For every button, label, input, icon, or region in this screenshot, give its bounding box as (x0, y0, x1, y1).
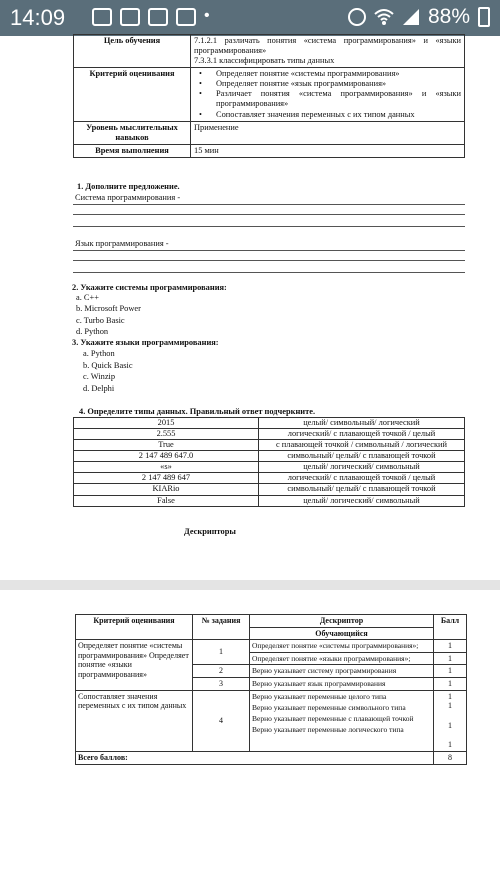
total-label: Всего баллов: (76, 751, 434, 764)
descriptors-table (75, 614, 467, 765)
alarm-icon (348, 8, 366, 26)
header-score: Балл (434, 615, 467, 640)
shield-icon (148, 8, 168, 26)
table-row (74, 429, 465, 440)
data-types-table (73, 417, 465, 507)
score-cell: 1 (434, 652, 467, 665)
descriptor-line: Верно указывает переменные символьного типа (252, 702, 406, 712)
objective-line: 7.3.3.1 классифицировать типы данных (194, 56, 335, 66)
criterion-bullet: • Определяет понятие «системы программирования» (194, 69, 461, 79)
q2-option: b. Microsoft Power (76, 304, 141, 313)
question-1-title: 1. Дополните предложение. (77, 182, 180, 191)
score-line: 1 (448, 701, 452, 711)
answer-line (73, 260, 465, 261)
descriptor-cell: Определяет понятие «системы программирования»; (250, 640, 434, 653)
score-line: 1 (448, 720, 452, 730)
task-cell: 4 (193, 690, 250, 751)
camera-icon (120, 8, 140, 26)
objective-line: 7.1.2.1 различать понятия «система программирования» и «языки программирования» (194, 36, 461, 56)
criterion-bullet: • Определяет понятие «язык программирования» (194, 79, 461, 89)
score-cell: 1 (434, 677, 467, 690)
types-cell: логический/ с плавающей точкой / целый (259, 429, 465, 440)
row-label: Время выполнения (74, 144, 191, 157)
notification-icons (92, 8, 210, 26)
q3-option: a. Python (83, 349, 115, 358)
criterion-bullet: • Различает понятия «система программирования» и «языки программирования» (194, 89, 461, 109)
descriptor-cell: Верно указывает систему программирования (250, 665, 434, 678)
question-3-title: 3. Укажите языки программирования: (72, 338, 219, 347)
types-cell: логический/ с плавающей точкой / целый (259, 473, 465, 484)
answer-line (73, 250, 465, 251)
row-label: Критерий оценивания (74, 68, 191, 121)
task-cell: 2 (193, 665, 250, 678)
q2-option: a. C++ (76, 293, 99, 302)
chat-bubble-icon (92, 8, 112, 26)
header-descriptor: Дескриптор (250, 615, 434, 628)
value-cell: 2.555 (74, 429, 259, 440)
types-cell: символьный/ целый/ с плавающей точкой (259, 484, 465, 495)
answer-line (73, 226, 465, 227)
q1-line1-label: Система программирования - (75, 193, 181, 202)
table-row (74, 473, 465, 484)
types-cell: целый/ логический/ символьный (259, 462, 465, 473)
descriptor-line: Верно указывает переменные целого типа (252, 691, 387, 701)
row-label: Уровень мыслительных навыков (74, 121, 191, 144)
criterion-bullet: • Сопоставляет значения переменных с их типом данных (194, 110, 461, 120)
row-value: 15 мин (191, 144, 465, 157)
battery-percent: 88% (427, 5, 470, 28)
header-student: Обучающийся (250, 627, 434, 640)
types-cell: целый/ логический/ символьный (259, 495, 465, 506)
q3-option: b. Quick Basic (83, 361, 133, 370)
descriptor-cell: Определяет понятие «языки программирования»; (250, 652, 434, 665)
objectives-table (73, 34, 465, 158)
document-page-2 (0, 590, 500, 888)
total-value: 8 (434, 751, 467, 764)
criterion-cell: Определяет понятие «системы программирования» Определяет понятие «языки программирования» (76, 640, 193, 690)
value-cell: «s» (74, 462, 259, 473)
value-cell: 2 147 489 647.0 (74, 451, 259, 462)
value-cell: True (74, 440, 259, 451)
descriptors-title: Дескрипторы (184, 527, 236, 536)
row-value: Применение (191, 121, 465, 144)
score-line: 1 (448, 691, 452, 701)
answer-line (73, 214, 465, 215)
table-row (74, 451, 465, 462)
value-cell: KIARio (74, 484, 259, 495)
row-label: Цель обучения (74, 35, 191, 68)
more-icon: • (204, 7, 210, 24)
header-criterion: Критерий оценивания (76, 615, 193, 640)
value-cell: False (74, 495, 259, 506)
table-row (74, 462, 465, 473)
table-row (74, 484, 465, 495)
header-task: № задания (193, 615, 250, 640)
descriptor-line: Верно указывает переменные с плавающей точкой (252, 713, 414, 723)
signal-icon (402, 8, 420, 26)
q2-option: d. Python (76, 327, 109, 336)
task-cell: 3 (193, 677, 250, 690)
answer-line (73, 272, 465, 273)
answer-line (73, 204, 465, 205)
task-cell: 1 (193, 640, 250, 665)
table-row (74, 495, 465, 506)
score-line: 1 (448, 740, 452, 750)
wifi-icon (374, 8, 394, 26)
types-cell: целый/ символьный/ логический (259, 418, 465, 429)
battery-icon (478, 7, 490, 27)
q3-option: d. Delphi (83, 384, 115, 393)
q2-option: c. Turbo Basic (76, 316, 125, 325)
descriptor-line: Верно указывает переменные логического типа (252, 724, 404, 734)
types-cell: с плавающей точкой / символьный / логический (259, 440, 465, 451)
descriptor-cell: Верно указывает язык программирования (250, 677, 434, 690)
score-cell: 1 (434, 640, 467, 653)
image-icon (176, 8, 196, 26)
score-cell: 1 (434, 665, 467, 678)
question-2-title: 2. Укажите системы программирования: (72, 283, 227, 292)
value-cell: 2015 (74, 418, 259, 429)
status-bar (0, 0, 500, 36)
value-cell: 2 147 489 647 (74, 473, 259, 484)
system-icons (348, 5, 490, 29)
page-separator (0, 580, 500, 590)
table-row (74, 418, 465, 429)
clock: 14:09 (10, 5, 66, 30)
q1-line2-label: Язык программирования - (75, 239, 169, 248)
types-cell: символьный/ целый/ с плавающей точкой (259, 451, 465, 462)
question-4-title: 4. Определите типы данных. Правильный ответ подчеркните. (79, 407, 316, 416)
q3-option: c. Winzip (83, 372, 116, 381)
criterion-cell: Сопоставляет значения переменных с их типом данных (76, 690, 193, 751)
table-row (74, 440, 465, 451)
